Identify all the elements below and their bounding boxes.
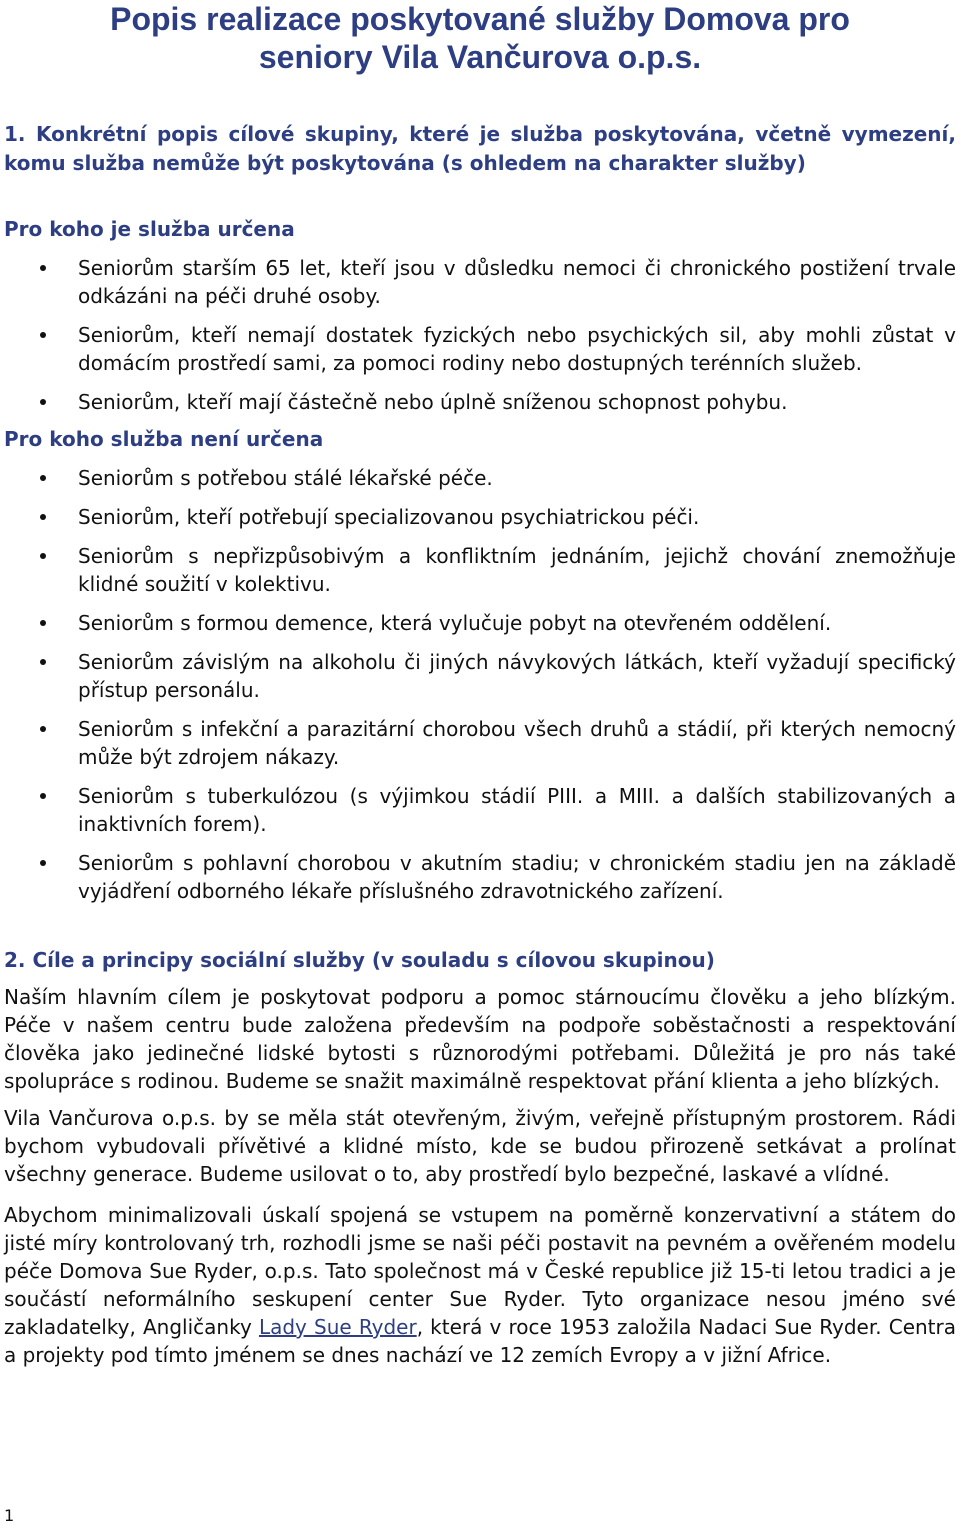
for-whom-heading: Pro koho je služba určena [4,217,295,241]
bullet-icon [40,860,46,866]
bullet-icon [40,332,46,338]
page-title: Popis realizace poskytované služby Domova pro seniory Vila Vančurova o.p.s. [110,1,850,75]
for-whom-list [0,254,956,416]
bullet-icon [40,265,46,271]
list-item: Seniorům, kteří potřebují specializovanou psychiatrickou péči. [0,503,956,531]
bullet-icon [40,399,46,405]
section-1-heading: 1. Konkrétní popis cílové skupiny, které je služba poskytována, včetně vymezení, komu služba nemůže být poskytována (s ohledem na charakter služby) [4,122,956,175]
list-item: Seniorům, kteří mají částečně nebo úplně sníženou schopnost pohybu. [0,388,956,416]
list-item: Seniorům, kteří nemají dostatek fyzických nebo psychických sil, aby mohli zůstat v domácím prostředí sami, za pomoci rodiny nebo dostupných terénních služeb. [0,321,956,377]
list-item: Seniorům s pohlavní chorobou v akutním stadiu; v chronickém stadiu jen na základě vyjádření odborného lékaře příslušného zdravotnického zařízení. [0,849,956,905]
list-item: Seniorům s formou demence, která vylučuje pobyt na otevřeném oddělení. [0,609,956,637]
sue-ryder-paragraph: Abychom minimalizovali úskalí spojená se vstupem na poměrně konzervativní a státem do jisté míry kontrolovaný trh, rozhodli jsme se naši péči postavit na pevném a ověřeném modelu péče Domova Sue Ryder, o.p.s. Tato společnost má v České republice již 15-ti letou tradici a je součástí neformálního seskupení center Sue Ryder. Tyto organizace nesou jméno své zakladatelky, Angličanky Lady Sue Ryder, která v roce 1953 založila Nadaci Sue Ryder. Centra a projekty pod tímto jménem se dnes nachází ve 12 zemích Evropy a v jižní Africe. [4,1203,956,1367]
bullet-icon [40,793,46,799]
lady-sue-ryder-link[interactable]: Lady Sue Ryder [258,1315,417,1339]
bullet-icon [40,620,46,626]
list-item: Seniorům závislým na alkoholu či jiných návykových látkách, kteří vyžadují specifický přístup personálu. [0,648,956,704]
list-item: Seniorům s nepřizpůsobivým a konfliktním jednáním, jejichž chování znemožňuje klidné soužití v kolektivu. [0,542,956,598]
bullet-icon [40,726,46,732]
not-for-whom-list [0,464,956,905]
list-item: Seniorům s tuberkulózou (s výjimkou stádií PIII. a MIII. a dalších stabilizovaných a inaktivních forem). [0,782,956,838]
list-item: Seniorům s infekční a parazitární chorobou všech druhů a stádií, při kterých nemocný může být zdrojem nákazy. [0,715,956,771]
bullet-icon [40,553,46,559]
section-2-heading: 2. Cíle a principy sociální služby (v souladu s cílovou skupinou) [4,948,715,972]
bullet-icon [40,659,46,665]
goals-paragraph: Naším hlavním cílem je poskytovat podporu a pomoc stárnoucímu člověku a jeho blízkým. Péče v našem centru bude založena především na podpoře soběstačnosti a respektování člověka jako jedinečné lidské bytosti s různorodými potřebami. Důležitá je pro nás také spolupráce s rodinou. Budeme se snažit maximálně respektovat přání klienta a jeho blízkých. [4,985,956,1093]
not-for-whom-heading: Pro koho služba není určena [4,427,324,451]
list-item: Seniorům s potřebou stálé lékařské péče. [0,464,956,492]
bullet-icon [40,514,46,520]
vila-paragraph: Vila Vančurova o.p.s. by se měla stát otevřeným, živým, veřejně přístupným prostorem. Rádi bychom vybudovali přívětivé a klidné místo, kde se budou přirozeně setkávat a prolínat všechny generace. Budeme usilovat o to, aby prostředí bylo bezpečné, laskavé a vlídné. [4,1106,956,1186]
bullet-icon [40,475,46,481]
page-number: 1 [4,1506,15,1525]
list-item: Seniorům starším 65 let, kteří jsou v důsledku nemoci či chronického postižení trvale odkázáni na péči druhé osoby. [0,254,956,310]
